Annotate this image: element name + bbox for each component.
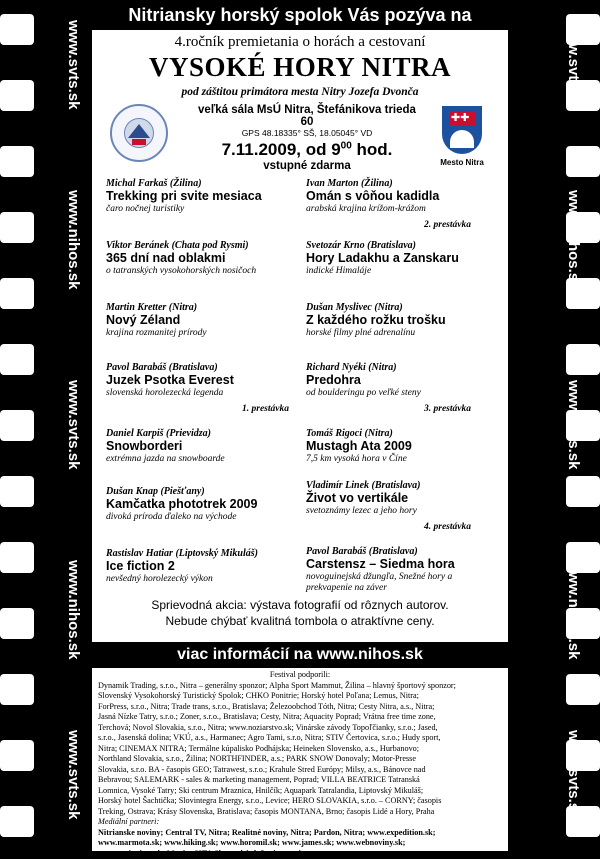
film-hole <box>0 14 34 45</box>
sponsor-line: Treking, Ostrava; Krásy Slovenska, Bratislava; časopis MONTANA, Brno; časopis Lidé a Hory, Praha <box>98 807 502 818</box>
city-crest-icon: ✚✚ <box>442 106 482 154</box>
side-url: www.nihos.sk <box>565 190 582 289</box>
film-hole <box>566 344 600 375</box>
film-author: Svetozár Krno (Bratislava) <box>306 240 506 251</box>
film-item <box>106 548 306 585</box>
film-author: Michal Farkaš (Žilina) <box>106 178 306 189</box>
film-title: Trekking pri svite mesiaca <box>106 189 306 204</box>
tombola-note: Nebude chýbať kvalitná tombola o atraktívne ceny. <box>92 614 508 628</box>
film-hole <box>0 542 34 573</box>
event-date-minutes: 00 <box>341 140 352 151</box>
film-author: Dušan Myslivec (Nitra) <box>306 302 506 313</box>
invitation-banner: Nitriansky horský spolok Vás pozýva na <box>92 0 508 30</box>
entry-note: vstupné zdarma <box>192 160 422 172</box>
film-description: novoguinejská džungľa, Snežné hory a prekvapenie na záver <box>306 572 496 594</box>
film-hole <box>0 806 34 837</box>
media-partner-line: Nitrianske noviny; Central TV, Nitra; Realitné noviny, Nitra; Pardon, Nitra; www.expedition.sk; <box>98 828 502 839</box>
film-description: krajina rozmanitej prírody <box>106 328 306 339</box>
side-url: www.svts.sk <box>65 20 82 110</box>
side-url: www.svts.sk <box>565 380 582 470</box>
film-hole <box>0 146 34 177</box>
event-date-suffix: hod. <box>352 140 393 159</box>
film-item <box>306 428 506 465</box>
film-hole <box>0 278 34 309</box>
film-hole <box>0 740 34 771</box>
film-author: Martin Kretter (Nitra) <box>106 302 306 313</box>
film-item <box>306 240 506 277</box>
venue-hall: veľká sála MsÚ Nitra, Štefánikova trieda 60 <box>192 104 422 128</box>
film-item <box>106 486 306 523</box>
film-hole <box>0 212 34 243</box>
media-partner-line: www.marmota.sk; www.hiking.sk; www.horomil.sk; www.james.sk; www.webnoviny.sk; <box>98 838 502 849</box>
venue-info <box>192 104 422 172</box>
film-title: Snowborderi <box>106 439 306 454</box>
event-date <box>192 140 422 160</box>
sponsor-line: Northland Slovakia, s.r.o., Žilina; NORTHFINDER, a.s.; PARK SNOW Donovaly; Motor-Presse <box>98 754 502 765</box>
film-title: Z každého rožku trošku <box>306 313 506 328</box>
film-title: Predohra <box>306 373 506 388</box>
film-strip-right <box>508 0 600 851</box>
film-description: od boulderingu po veľké steny <box>306 388 506 399</box>
film-title: Život vo vertikále <box>306 491 506 506</box>
film-title: Mustagh Ata 2009 <box>306 439 506 454</box>
film-title: Carstensz – Siedma hora <box>306 557 496 572</box>
film-description: indické Himaláje <box>306 266 506 277</box>
film-author: Pavol Barabáš (Bratislava) <box>306 546 496 557</box>
film-item <box>106 302 306 339</box>
film-description: čaro nočnej turistiky <box>106 204 306 215</box>
film-hole <box>566 674 600 705</box>
film-author: Vladimír Linek (Bratislava) <box>306 480 506 491</box>
media-partners-heading: Mediální partneri: <box>98 817 502 828</box>
film-author: Richard Nyéki (Nitra) <box>306 362 506 373</box>
film-description: 7,5 km vysoká hora v Číne <box>306 454 506 465</box>
sponsors-block <box>92 668 508 851</box>
film-description: arabská krajina krížom-krážom <box>306 204 506 215</box>
break-label: 2. prestávka <box>424 220 471 230</box>
accompanying-event: Sprievodná akcia: výstava fotografií od rôznych autorov. <box>92 598 508 612</box>
film-author: Tomáš Rigoci (Nitra) <box>306 428 506 439</box>
edition-line: 4.ročník premietania o horách a cestovaní <box>92 34 508 51</box>
programme <box>92 178 508 596</box>
sponsor-line: Jasná Nízke Tatry, s.r.o.; Zoner, s.r.o., Bratislava; Cesty, Nitra; Aquacity Poprad; Vrátna free time zone, <box>98 712 502 723</box>
film-item <box>106 178 306 215</box>
break-label: 3. prestávka <box>424 404 471 414</box>
film-title: Ice fiction 2 <box>106 559 306 574</box>
film-hole <box>0 674 34 705</box>
film-title: Kamčatka phototrek 2009 <box>106 497 306 512</box>
film-hole <box>0 344 34 375</box>
film-hole <box>566 146 600 177</box>
poster-panel <box>92 30 508 642</box>
film-author: Daniel Karpiš (Prievidza) <box>106 428 306 439</box>
side-url: www.svts.sk <box>65 380 82 470</box>
film-item <box>106 362 306 399</box>
film-item <box>306 362 506 399</box>
film-hole <box>0 410 34 441</box>
film-description: svetoznámy lezec a jeho hory <box>306 506 506 517</box>
film-hole <box>0 608 34 639</box>
film-author: Ivan Marton (Žilina) <box>306 178 506 189</box>
film-title: Nový Zéland <box>106 313 306 328</box>
sponsor-line: s.r.o., Jasenská dolina; VKÚ, a.s., Harmanec; Agro Tami, s.r.o, Nitra; STIV Čertovica, s.r.o.; Hudy sport, <box>98 733 502 744</box>
film-item <box>306 546 496 594</box>
patron-line: pod záštitou primátora mesta Nitry Jozefa Dvonča <box>92 86 508 98</box>
film-title: Hory Ladakhu a Zanskaru <box>306 251 506 266</box>
film-item <box>306 178 506 215</box>
film-item <box>306 480 506 517</box>
sponsor-line: Slovenský Vysokohorský Turistický Spolok; CHKO Ponitrie; Horský hotel Poľana; Lemus, Nitra; <box>98 691 502 702</box>
film-author: Dušan Knap (Piešťany) <box>106 486 306 497</box>
film-hole <box>0 80 34 111</box>
side-url: www.nihos.sk <box>65 190 82 289</box>
film-author: Rastislav Hatiar (Liptovský Mikuláš) <box>106 548 306 559</box>
sponsor-line: ForPress, s.r.o., Nitra; Trade trans, s.r.o., Bratislava; Železoobchod Tóth, Nitra; Cesty Nitra, a.s., Nitra; <box>98 702 502 713</box>
film-title: Omán s vôňou kadidla <box>306 189 506 204</box>
film-hole <box>0 476 34 507</box>
film-item <box>306 302 506 339</box>
film-description: o tatranských vysokohorských nosičoch <box>106 266 306 277</box>
side-url: www.svts.sk <box>565 20 582 110</box>
film-title: 365 dní nad oblakmi <box>106 251 306 266</box>
side-url: www.svts.sk <box>65 730 82 820</box>
film-author: Pavol Barabáš (Bratislava) <box>106 362 306 373</box>
side-url: www.svts.sk <box>565 730 582 820</box>
sponsor-line: Bebravou; SALEMARK - sales & marketing management, Poprad; VILLA BEATRICE Tatranská <box>98 775 502 786</box>
venue-gps: GPS 48.18335° SŠ, 18.05045° VD <box>192 128 422 138</box>
film-description: horské filmy plné adrenalínu <box>306 328 506 339</box>
sponsor-line: Lomnica, Vysoké Tatry; Ski centrum Mraznica, Hnilčík; Aquapark Tatralandia, Liptovský Mikuláš; <box>98 786 502 797</box>
sponsor-line: Nitra; CINEMAX NITRA; Termálne kúpalisko Podhájska; Heineken Slovensko, a.s., Hurbanovo; <box>98 744 502 755</box>
film-title: Juzek Psotka Everest <box>106 373 306 388</box>
film-author: Viktor Beránek (Chata pod Rysmi) <box>106 240 306 251</box>
film-description: divoká príroda ďaleko na východe <box>106 512 306 523</box>
film-description: extrémna jazda na snowboarde <box>106 454 306 465</box>
festival-title: VYSOKÉ HORY NITRA <box>92 51 508 83</box>
event-date-main: 7.11.2009, od 9 <box>222 140 341 159</box>
film-hole <box>566 476 600 507</box>
film-item <box>106 428 306 465</box>
sponsor-line: Terchová; Novol Slovakia, s.r.o., Nitra; www.noziarstvo.sk; Vinárske závody Topoľčianky, s.r.o.; Jased, <box>98 723 502 734</box>
sponsor-line: Slovakia, s.r.o. BA - časopis GEO; Tatrawest, s.r.o.; Krahule Stred Európy; Milsy, a.s., Bánovce nad <box>98 765 502 776</box>
media-partner-line: www.mojanitra.sk; Magio; SITA Slovenská tlačová agentúra <box>98 849 502 859</box>
more-info-banner: viac informácií na www.nihos.sk <box>92 642 508 668</box>
break-label: 4. prestávka <box>424 522 471 532</box>
film-item <box>106 240 306 277</box>
crest-label: Mesto Nitra <box>430 158 494 167</box>
sponsor-line: Horský hotel Šachtička; Slovintegra Energy, s.r.o., Levice; HERO SLOVAKIA, s.r.o. – CORNY; časopis <box>98 796 502 807</box>
club-logo-icon <box>110 104 168 162</box>
film-strip-left <box>0 0 92 851</box>
venue-block <box>92 104 508 178</box>
break-label: 1. prestávka <box>242 404 289 414</box>
sponsor-line: Dynamik Trading, s.r.o., Nitra – generálny sponzor; Alpha Sport Mammut, Žilina – hlavný športový sponzor; <box>98 681 502 692</box>
film-description: nevšedný horolezecký výkon <box>106 574 306 585</box>
side-url: www.nihos.sk <box>565 560 582 659</box>
film-description: slovenská horolezecká legenda <box>106 388 306 399</box>
side-url: www.nihos.sk <box>65 560 82 659</box>
sponsors-heading: Festival podporili: <box>98 670 502 681</box>
